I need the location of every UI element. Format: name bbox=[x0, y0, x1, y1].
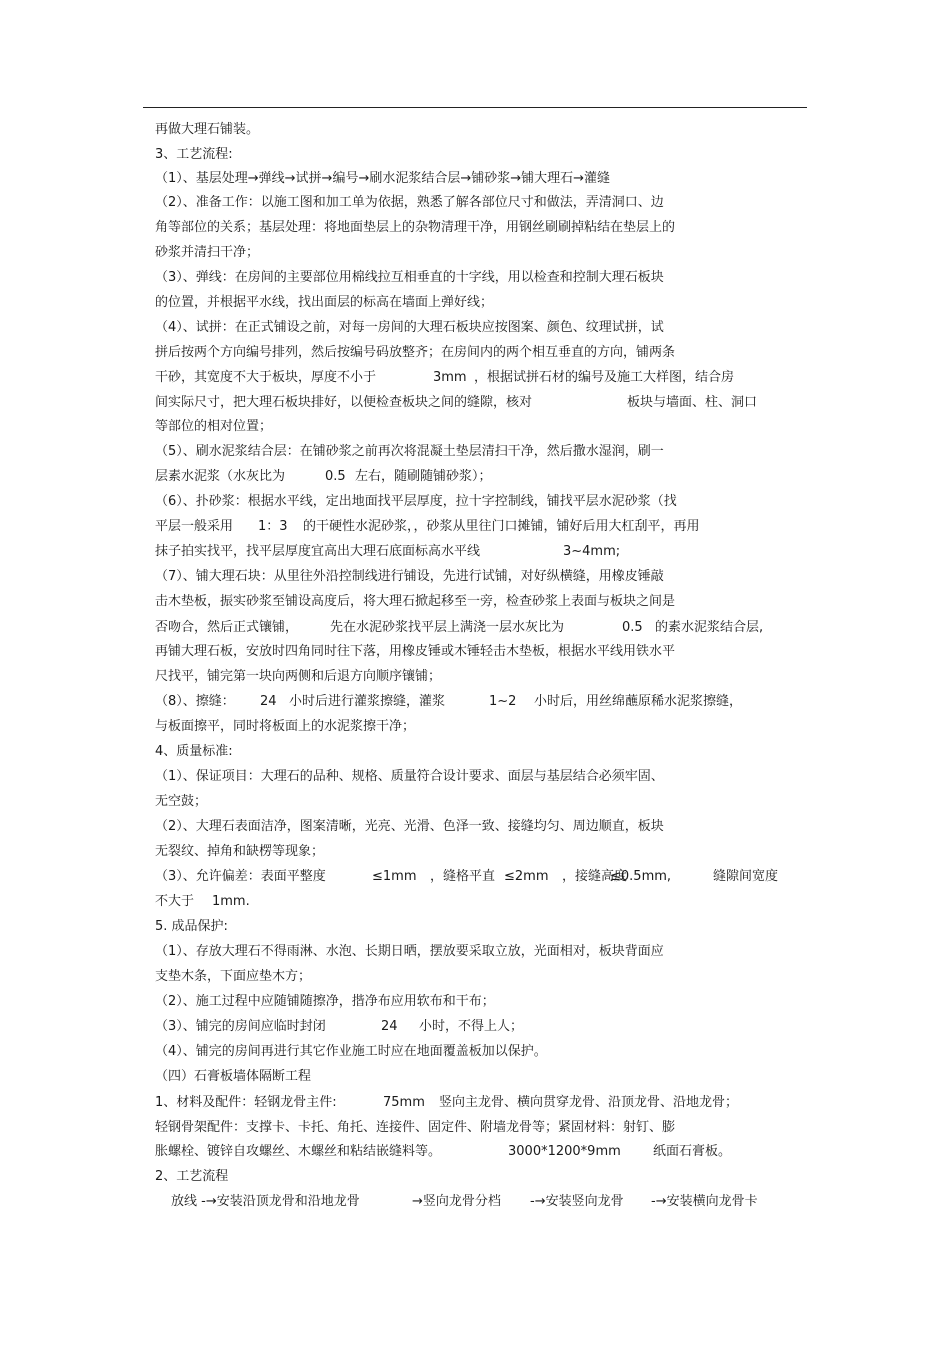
text-segment: 与板面擦平，同时将板面上的水泥浆擦干净； bbox=[155, 719, 416, 734]
text-segment: ≤2mm bbox=[504, 869, 549, 884]
text-segment: 0.5 bbox=[325, 469, 346, 484]
text-segment: 1、材料及配件：轻钢龙骨主件: bbox=[155, 1095, 337, 1110]
text-segment: 1：3 bbox=[258, 519, 288, 534]
header-rule bbox=[143, 107, 807, 108]
text-segment: 角等部位的关系；基层处理：将地面垫层上的杂物清理干净，用钢丝刷刷掉粘结在垫层上的 bbox=[155, 220, 676, 235]
text-segment: 左右，随刷随铺砂浆）； bbox=[355, 469, 492, 484]
text-segment: 4、质量标准: bbox=[155, 744, 233, 759]
text-segment: （3）、铺完的房间应临时封闭 bbox=[155, 1019, 326, 1034]
text-segment: 1~2 bbox=[489, 694, 517, 709]
text-segment: 击木垫板，振实砂浆至铺设高度后，将大理石掀起移至一旁，检查砂浆上表面与板块之间是 bbox=[155, 594, 676, 609]
text-segment: （2）、施工过程中应随铺随擦净，揩净布应用软布和干布； bbox=[155, 994, 495, 1009]
text-segment: （2）、准备工作：以施工图和加工单为依据，熟悉了解各部位尺寸和做法，弄清洞口、边 bbox=[155, 195, 664, 210]
text-segment: （7）、铺大理石块：从里往外沿控制线进行铺设，先进行试铺，对好纵横缝，用橡皮锤敲 bbox=[155, 569, 664, 584]
text-segment: 缝隙间宽度 bbox=[713, 869, 779, 884]
text-segment: （1）、基层处理→弹线→试拼→编号→刷水泥浆结合层→铺砂浆→铺大理石→灌缝 bbox=[155, 171, 611, 186]
text-segment: （5）、刷水泥浆结合层：在铺砂浆之前再次将混凝土垫层清扫干净，然后撒水湿润，刷一 bbox=[155, 444, 664, 459]
text-segment: 先在水泥砂浆找平层上满浇一层水灰比为 bbox=[330, 620, 565, 635]
text-segment: 干砂，其宽度不大于板块，厚度不小于 bbox=[155, 370, 377, 385]
text-segment: →竖向龙骨分档 bbox=[412, 1194, 501, 1209]
text-segment: 的素水泥浆结合层, bbox=[655, 620, 764, 635]
text-segment: ，接缝高度 bbox=[562, 869, 628, 884]
text-segment: （1）、存放大理石不得雨淋、水泡、长期日晒，摆放要采取立放，光面相对，板块背面应 bbox=[155, 944, 664, 959]
text-segment: ，根据试拼石材的编号及施工大样图，结合房 bbox=[474, 370, 735, 385]
text-segment: 竖向主龙骨、横向贯穿龙骨、沿顶龙骨、沿地龙骨； bbox=[439, 1095, 739, 1110]
text-segment: （2）、大理石表面洁净，图案清晰，光亮、光滑、色泽一致、接缝均匀、周边顺直，板块 bbox=[155, 819, 664, 834]
text-segment: 纸面石膏板。 bbox=[653, 1144, 732, 1159]
text-segment: （四）石膏板墙体隔断工程 bbox=[155, 1069, 312, 1084]
text-segment: 再铺大理石板，安放时四角同时往下落，用橡皮锤或木锤轻击木垫板，根据水平线用铁水平 bbox=[155, 644, 676, 659]
text-segment: 砂浆并清扫干净； bbox=[155, 245, 260, 260]
text-segment: 板块与墙面、柱、洞口 bbox=[627, 395, 758, 410]
text-segment: 支垫木条，下面应垫木方； bbox=[155, 969, 312, 984]
text-segment: 3000*1200*9mm bbox=[508, 1144, 621, 1159]
text-segment: ，缝格平直 bbox=[430, 869, 496, 884]
text-segment: 胀螺栓、镀锌自攻螺丝、木螺丝和粘结嵌缝料等。 bbox=[155, 1144, 442, 1159]
text-segment: ≤1mm bbox=[372, 869, 417, 884]
text-segment: 否吻合，然后正式镶铺， bbox=[155, 620, 299, 635]
text-segment: 轻钢骨架配件：支撑卡、卡托、角托、连接件、固定件、附墙龙骨等；紧固材料：射钉、膨 bbox=[155, 1120, 676, 1135]
text-segment: ≤0.5mm, bbox=[610, 869, 672, 884]
text-segment: 再做大理石铺装。 bbox=[155, 122, 260, 137]
text-segment: 小时后，用丝绵蘸原稀水泥浆擦缝， bbox=[534, 694, 743, 709]
text-segment: 0.5 bbox=[622, 620, 643, 635]
text-segment: 1mm. bbox=[212, 894, 250, 909]
text-segment: 小时，不得上人； bbox=[419, 1019, 524, 1034]
text-segment: 3mm bbox=[433, 370, 467, 385]
text-segment: -→安装竖向龙骨 bbox=[530, 1194, 624, 1209]
text-segment: -→安装横向龙骨卡 bbox=[651, 1194, 758, 1209]
text-segment: 24 bbox=[260, 694, 277, 709]
text-segment: （1）、保证项目：大理石的品种、规格、质量符合设计要求、面层与基层结合必须牢固、 bbox=[155, 769, 664, 784]
text-segment: （6）、扑砂浆：根据水平线，定出地面找平层厚度，拉十字控制线，铺找平层水泥砂浆（找 bbox=[155, 494, 677, 509]
text-segment: 的干硬性水泥砂浆，，砂浆从里往门口摊铺，铺好后用大杠刮平，再用 bbox=[303, 519, 700, 534]
text-segment: 5. 成品保护: bbox=[155, 919, 228, 934]
text-segment: 的位置，并根据平水线，找出面层的标高在墙面上弹好线； bbox=[155, 295, 494, 310]
text-segment: 小时后进行灌浆擦缝，灌浆 bbox=[289, 694, 446, 709]
text-segment: （4）、铺完的房间再进行其它作业施工时应在地面覆盖板加以保护。 bbox=[155, 1044, 547, 1059]
text-segment: 平层一般采用 bbox=[155, 519, 234, 534]
text-segment: 2、工艺流程 bbox=[155, 1169, 229, 1184]
text-segment: 不大于 bbox=[155, 894, 195, 909]
text-segment: （3）、允许偏差：表面平整度 bbox=[155, 869, 326, 884]
text-segment: 放线 -→安装沿顶龙骨和沿地龙骨 bbox=[171, 1194, 360, 1209]
text-segment: （3）、弹线：在房间的主要部位用棉线拉互相垂直的十字线，用以检查和控制大理石板块 bbox=[155, 270, 664, 285]
text-segment: 层素水泥浆（水灰比为 bbox=[155, 469, 286, 484]
text-segment: 间实际尺寸，把大理石板块排好，以便检查板块之间的缝隙，核对 bbox=[155, 395, 533, 410]
text-segment: 3~4mm; bbox=[563, 544, 621, 559]
text-segment: （8）、擦缝： bbox=[155, 694, 235, 709]
text-segment: （4）、试拼：在正式铺设之前，对每一房间的大理石板块应按图案、颜色、纹理试拼，试 bbox=[155, 320, 664, 335]
text-segment: 无空鼓； bbox=[155, 794, 208, 809]
text-segment: 拼后按两个方向编号排列，然后按编号码放整齐；在房间内的两个相互垂直的方向，铺两条 bbox=[155, 345, 676, 360]
text-segment: 24 bbox=[381, 1019, 398, 1034]
text-segment: 尺找平，铺完第一块向两侧和后退方向顺序镶铺； bbox=[155, 669, 442, 684]
text-segment: 无裂纹、掉角和缺楞等现象； bbox=[155, 844, 325, 859]
text-segment: 75mm bbox=[383, 1095, 425, 1110]
text-segment: 等部位的相对位置； bbox=[155, 419, 273, 434]
text-segment: 3、工艺流程: bbox=[155, 147, 233, 162]
text-segment: 抹子拍实找平，找平层厚度宜高出大理石底面标高水平线 bbox=[155, 544, 481, 559]
